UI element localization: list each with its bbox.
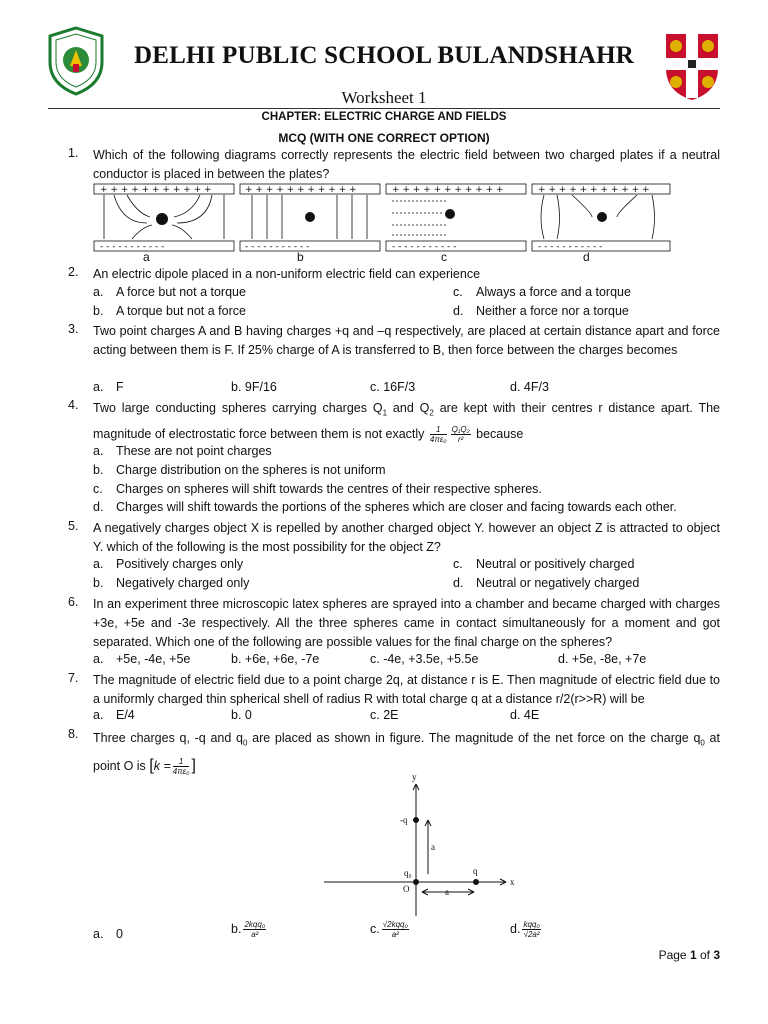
q8-fig-a-horizontal: a [445,887,449,897]
q6-opt-a-label: a. [93,652,104,666]
q1-label-d: d [583,250,590,264]
q4-frac-constant: $\frac{1}{\text{4πε₀}}$ [429,424,447,444]
q8-fig-y: y [412,772,417,782]
q5-opt-d-label: d. [453,576,464,590]
q7-opt-b: b. 0 [231,708,252,722]
q5-opt-c: Neutral or positively charged [476,557,635,571]
q7-opt-a-label: a. [93,708,104,722]
q4-opt-d-label: d. [93,500,104,514]
q4-opt-a: These are not point charges [116,444,272,458]
q1-number: 1. [68,146,79,160]
svg-text:+ + + + + + + + + + +: + + + + + + + + + + + [100,185,212,195]
q2-opt-b-label: b. [93,304,104,318]
school-logo [46,26,106,96]
svg-text:- - - - - - - - - - -: - - - - - - - - - - - [245,242,310,252]
q2-opt-d-label: d. [453,304,464,318]
svg-text:+ + + + + + + + + + +: + + + + + + + + + + + [392,185,504,195]
q7-text: The magnitude of electric field due to a point charge 2q, at distance r is E. Then magnitude of electric field due to a uniformly charged thin spherical shell of radius R with total charge q at a distance r/2(r>>R) will be [93,673,720,706]
q6-opt-a: +5e, -4e, +5e [116,652,191,666]
svg-text:+ + + + + + + + + + +: + + + + + + + + + + + [538,185,650,195]
q5-opt-a-label: a. [93,557,104,571]
q6-opt-b: b. +6e, +6e, -7e [231,652,320,666]
svg-text:- - - - - - - - - - -: - - - - - - - - - - - [100,242,165,252]
q8-opt-d: d. $\frac{\text{kqq₀}}{\text{√2a²}}$ [510,920,540,939]
q3-text: Two point charges A and B having charges +q and –q respectively, are placed at certain distance apart and force acting between them is F. If 25% charge of A is transferred to B, then force between the charges becomes [93,324,720,357]
q5-opt-b: Negatively charged only [116,576,250,590]
q3-opt-b: b. 9F/16 [231,380,277,394]
q5-text: A negatively charges object X is repelled by another charged object Y. however an object Z is attracted to object Y. which of the following is the most possibility for the object Z? [93,521,720,554]
q8-number: 8. [68,727,79,741]
q2-opt-c: Always a force and a torque [476,285,631,299]
q8-opt-a: 0 [116,927,123,941]
q4-opt-c-label: c. [93,482,103,496]
q8-k-frac: $\frac{1}{\text{4πε₀}}$ [172,756,190,776]
svg-text:- - - - - - - - - - -: - - - - - - - - - - - [538,242,603,252]
q6-number: 6. [68,595,79,609]
svg-text:+ + + + + + + + + + +: + + + + + + + + + + + [245,185,357,195]
q4-opt-a-label: a. [93,444,104,458]
q3-opt-c: c. 16F/3 [370,380,416,394]
q6-text: In an experiment three microscopic latex spheres are sprayed into a chamber and became charged with charges +3e, +5e and -3e respectively. All the three spheres came in contact simultaneously for a moment and got separated. Which one of the following are possible values for the final charge on the spheres? [93,597,720,649]
q2-opt-a: A force but not a torque [116,285,246,299]
q5-opt-b-label: b. [93,576,104,590]
q5-number: 5. [68,519,79,533]
q8-fig-a-vertical: a [431,842,435,852]
q4-opt-b-label: b. [93,463,104,477]
q8-fig-q: q [473,866,478,876]
q4-text: Two large conducting spheres carrying charges $Q_1$ and $Q_2$ are kept with their centres r distance apart. The magnitude of electrostatic force between them is not exactly $\frac{1}{\text{4πε₀}}$ $\frac{\text{Q₁Q₂}}{\text{r²}}$ because [93,401,721,444]
q5-opt-d: Neutral or negatively charged [476,576,640,590]
q8-opt-c: c. $\frac{\text{√2kqq₀}}{\text{a²}}$ [370,920,408,939]
school-name: DELHI PUBLIC SCHOOL BULANDSHAHR [133,42,635,69]
q6-opt-c: c. -4e, +3.5e, +5.5e [370,652,479,666]
q8-fig-O: O [403,884,410,894]
q4-opt-d: Charges will shift towards the portions of the spheres which are closer and facing towards each other. [116,500,677,514]
q8-opt-a-label: a. [93,927,104,941]
q6-opt-d: d. +5e, -8e, +7e [558,652,647,666]
q4-opt-c: Charges on spheres will shift towards the centres of their respective spheres. [116,482,542,496]
q7-opt-c: c. 2E [370,708,399,722]
q8-text: Three charges q, -q and $q_0$ are placed as shown in figure. The magnitude of the net force on the charge $q_0$ at point O is [k = $\frac{1}{\text{4πε₀}}$ ] [93,731,720,776]
q2-number: 2. [68,265,79,279]
q7-opt-d: d. 4E [510,708,540,722]
q3-number: 3. [68,322,79,336]
q7-number: 7. [68,671,79,685]
q3-opt-a: F [116,380,124,394]
q5-opt-c-label: c. [453,557,463,571]
q3-opt-a-label: a. [93,380,104,394]
q3-opt-d: d. 4F/3 [510,380,549,394]
chapter-title: CHAPTER: ELECTRIC CHARGE AND FIELDS [261,111,507,123]
q4-number: 4. [68,398,79,412]
q1-label-b: b [297,250,304,264]
q7-opt-a: E/4 [116,708,135,722]
q2-opt-d: Neither a force nor a torque [476,304,629,318]
worksheet-title: Worksheet 1 [341,88,427,107]
q8-opt-b: b. $\frac{\text{2kqq₀}}{\text{a²}}$ [231,920,266,939]
q2-opt-c-label: c. [453,285,463,299]
q2-text: An electric dipole placed in a non-uniform electric field can experience [93,267,481,281]
svg-text:- - - - - - - - - - -: - - - - - - - - - - - [392,242,457,252]
q1-label-c: c [441,250,447,264]
q1-text: Which of the following diagrams correctly represents the electric field between two charged plates if a neutral conductor is placed in between the plates? [93,148,720,181]
q2-opt-a-label: a. [93,285,104,299]
q5-opt-a: Positively charges only [116,557,244,571]
q4-frac-charges: $\frac{\text{Q₁Q₂}}{\text{r²}}$ [451,424,470,444]
q8-fig-q0: q₀ [404,868,412,878]
q8-charge-figure [320,768,530,918]
section-title: MCQ (WITH ONE CORRECT OPTION) [278,131,490,145]
q2-opt-b: A torque but not a force [116,304,246,318]
page-number: Page 1 of 3 [658,948,720,962]
q8-fig-mq: -q [400,815,408,825]
q8-fig-x: x [510,877,515,887]
header-rule [48,108,720,109]
q1-label-a: a [143,250,150,264]
q4-opt-b: Charge distribution on the spheres is not uniform [116,463,386,477]
